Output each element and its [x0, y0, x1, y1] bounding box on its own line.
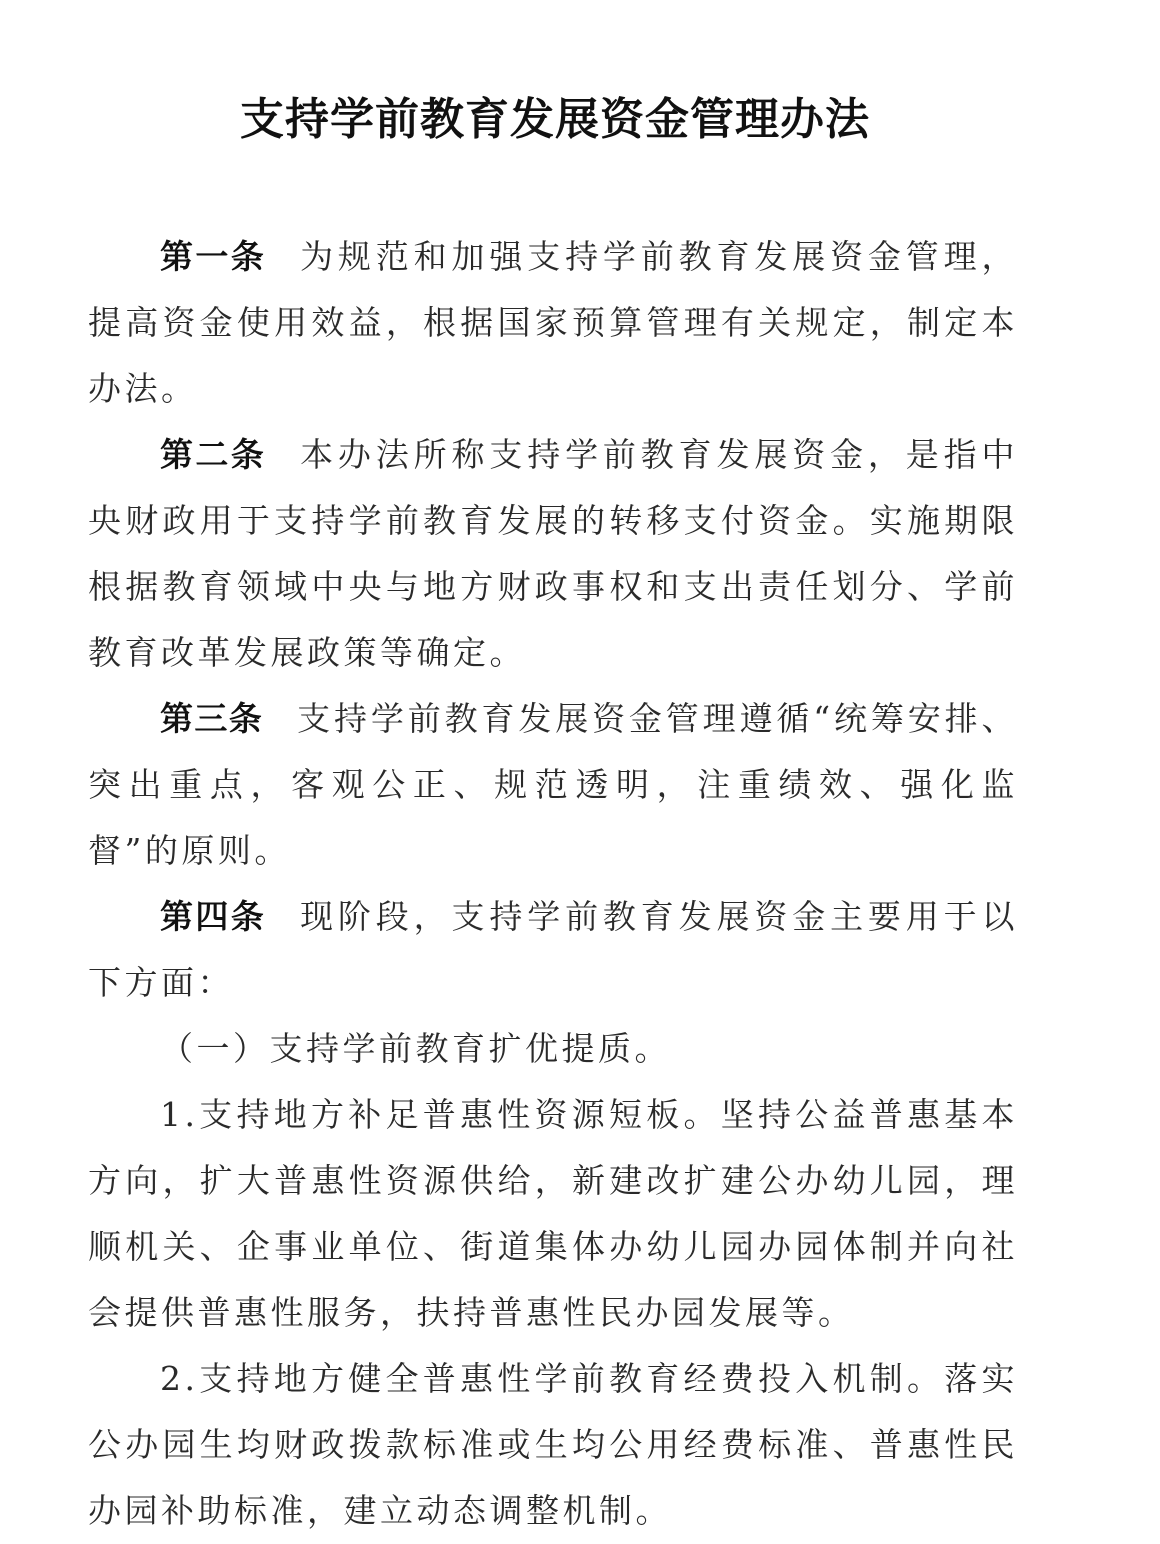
document-title: 支持学前教育发展资金管理办法 [240, 94, 870, 145]
article-3-text: 支持学前教育发展资金管理遵循“统筹安排、突出重点，客观公正、规范透明，注重绩效、强化监督”的原则。 [88, 699, 1018, 870]
article-3 [88, 686, 1018, 884]
section-1-heading: （一）支持学前教育扩优提质。 [160, 1029, 671, 1068]
item-1: 1.支持地方补足普惠性资源短板。坚持公益普惠基本方向，扩大普惠性资源供给，新建改扩建公办幼儿园，理顺机关、企事业单位、街道集体办幼儿园办园体制并向社会提供普惠性服务，扶持普惠性民办园发展等。 [88, 1095, 1018, 1332]
article-4-text: 现阶段，支持学前教育发展资金主要用于以下方面： [88, 897, 1019, 1002]
article-4 [88, 884, 1018, 1016]
document-body [88, 224, 1018, 1544]
article-4-label: 第四条 [160, 897, 267, 936]
article-3-label: 第三条 [160, 699, 264, 738]
item-2: 2.支持地方健全普惠性学前教育经费投入机制。落实公办园生均财政拨款标准或生均公用经费标准、普惠性民办园补助标准，建立动态调整机制。 [88, 1359, 1018, 1530]
article-2-text: 本办法所称支持学前教育发展资金，是指中央财政用于支持学前教育发展的转移支付资金。实施期限根据教育领域中央与地方财政事权和支出责任划分、学前教育改革发展政策等确定。 [88, 435, 1019, 672]
article-1-label: 第一条 [160, 237, 267, 276]
article-2-label: 第二条 [160, 435, 267, 474]
article-1 [88, 224, 1018, 422]
article-2 [88, 422, 1018, 686]
article-1-text: 为规范和加强支持学前教育发展资金管理，提高资金使用效益，根据国家预算管理有关规定，制定本办法。 [88, 237, 1019, 408]
